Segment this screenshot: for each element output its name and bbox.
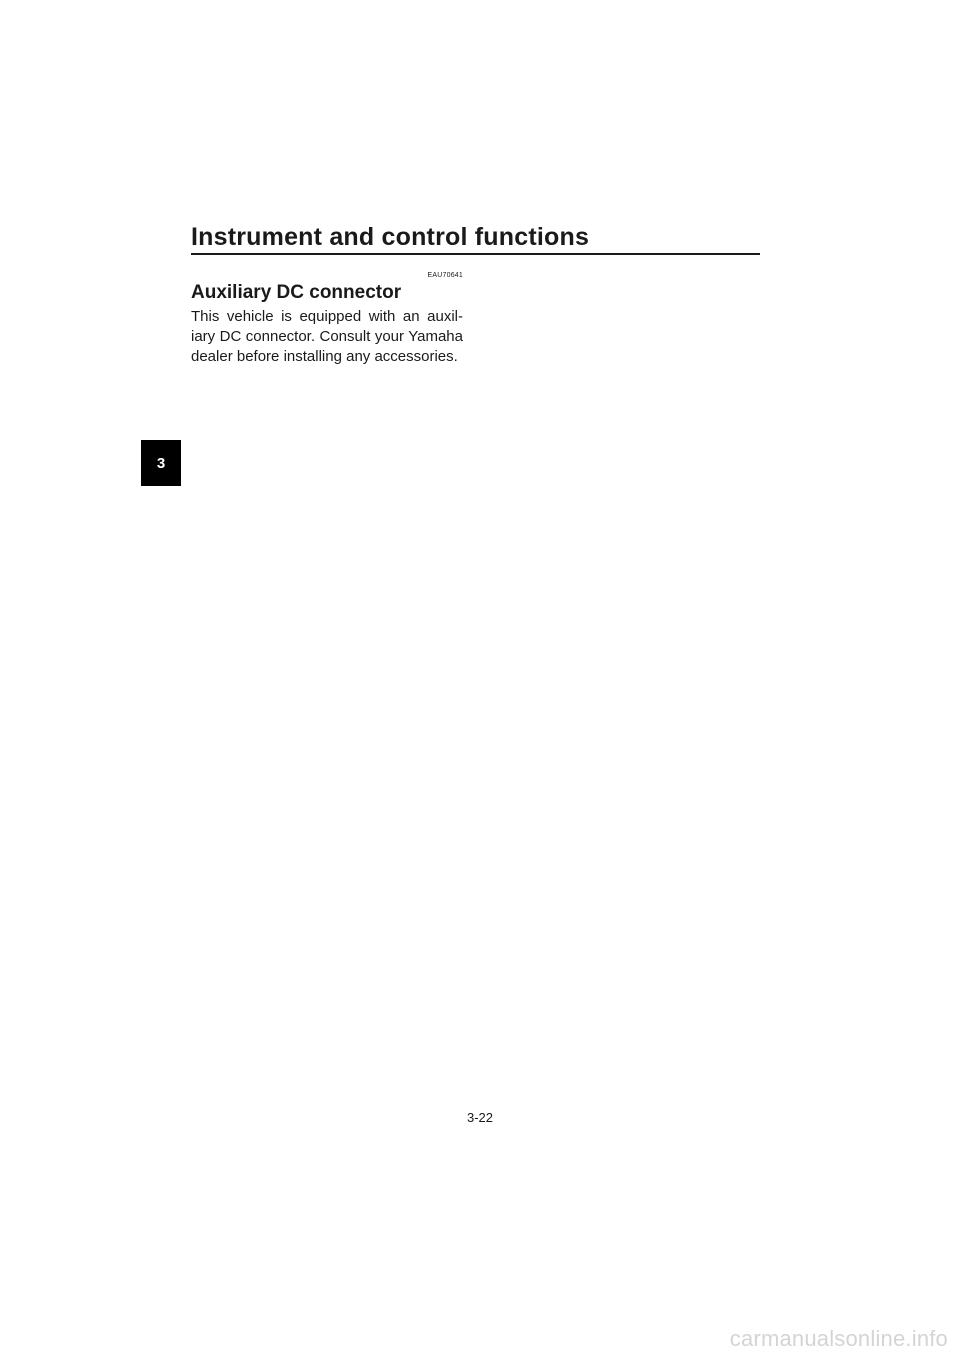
section-auxiliary-dc-connector: [191, 272, 463, 367]
chapter-tab: 3: [141, 440, 181, 486]
page-number: 3-22: [466, 1110, 494, 1125]
page-title: Instrument and control functions: [191, 223, 590, 251]
section-heading: Auxiliary DC connector: [191, 282, 402, 303]
header-rule: [191, 253, 760, 255]
watermark: carmanualsonline.info: [729, 1326, 948, 1351]
section-body-text: This vehicle is equipped with an auxil-iary DC connector. Consult your Yamaha dealer before installing any accessories.: [191, 308, 463, 365]
reference-code: EAU70641: [427, 272, 463, 279]
page-header: [191, 222, 760, 252]
